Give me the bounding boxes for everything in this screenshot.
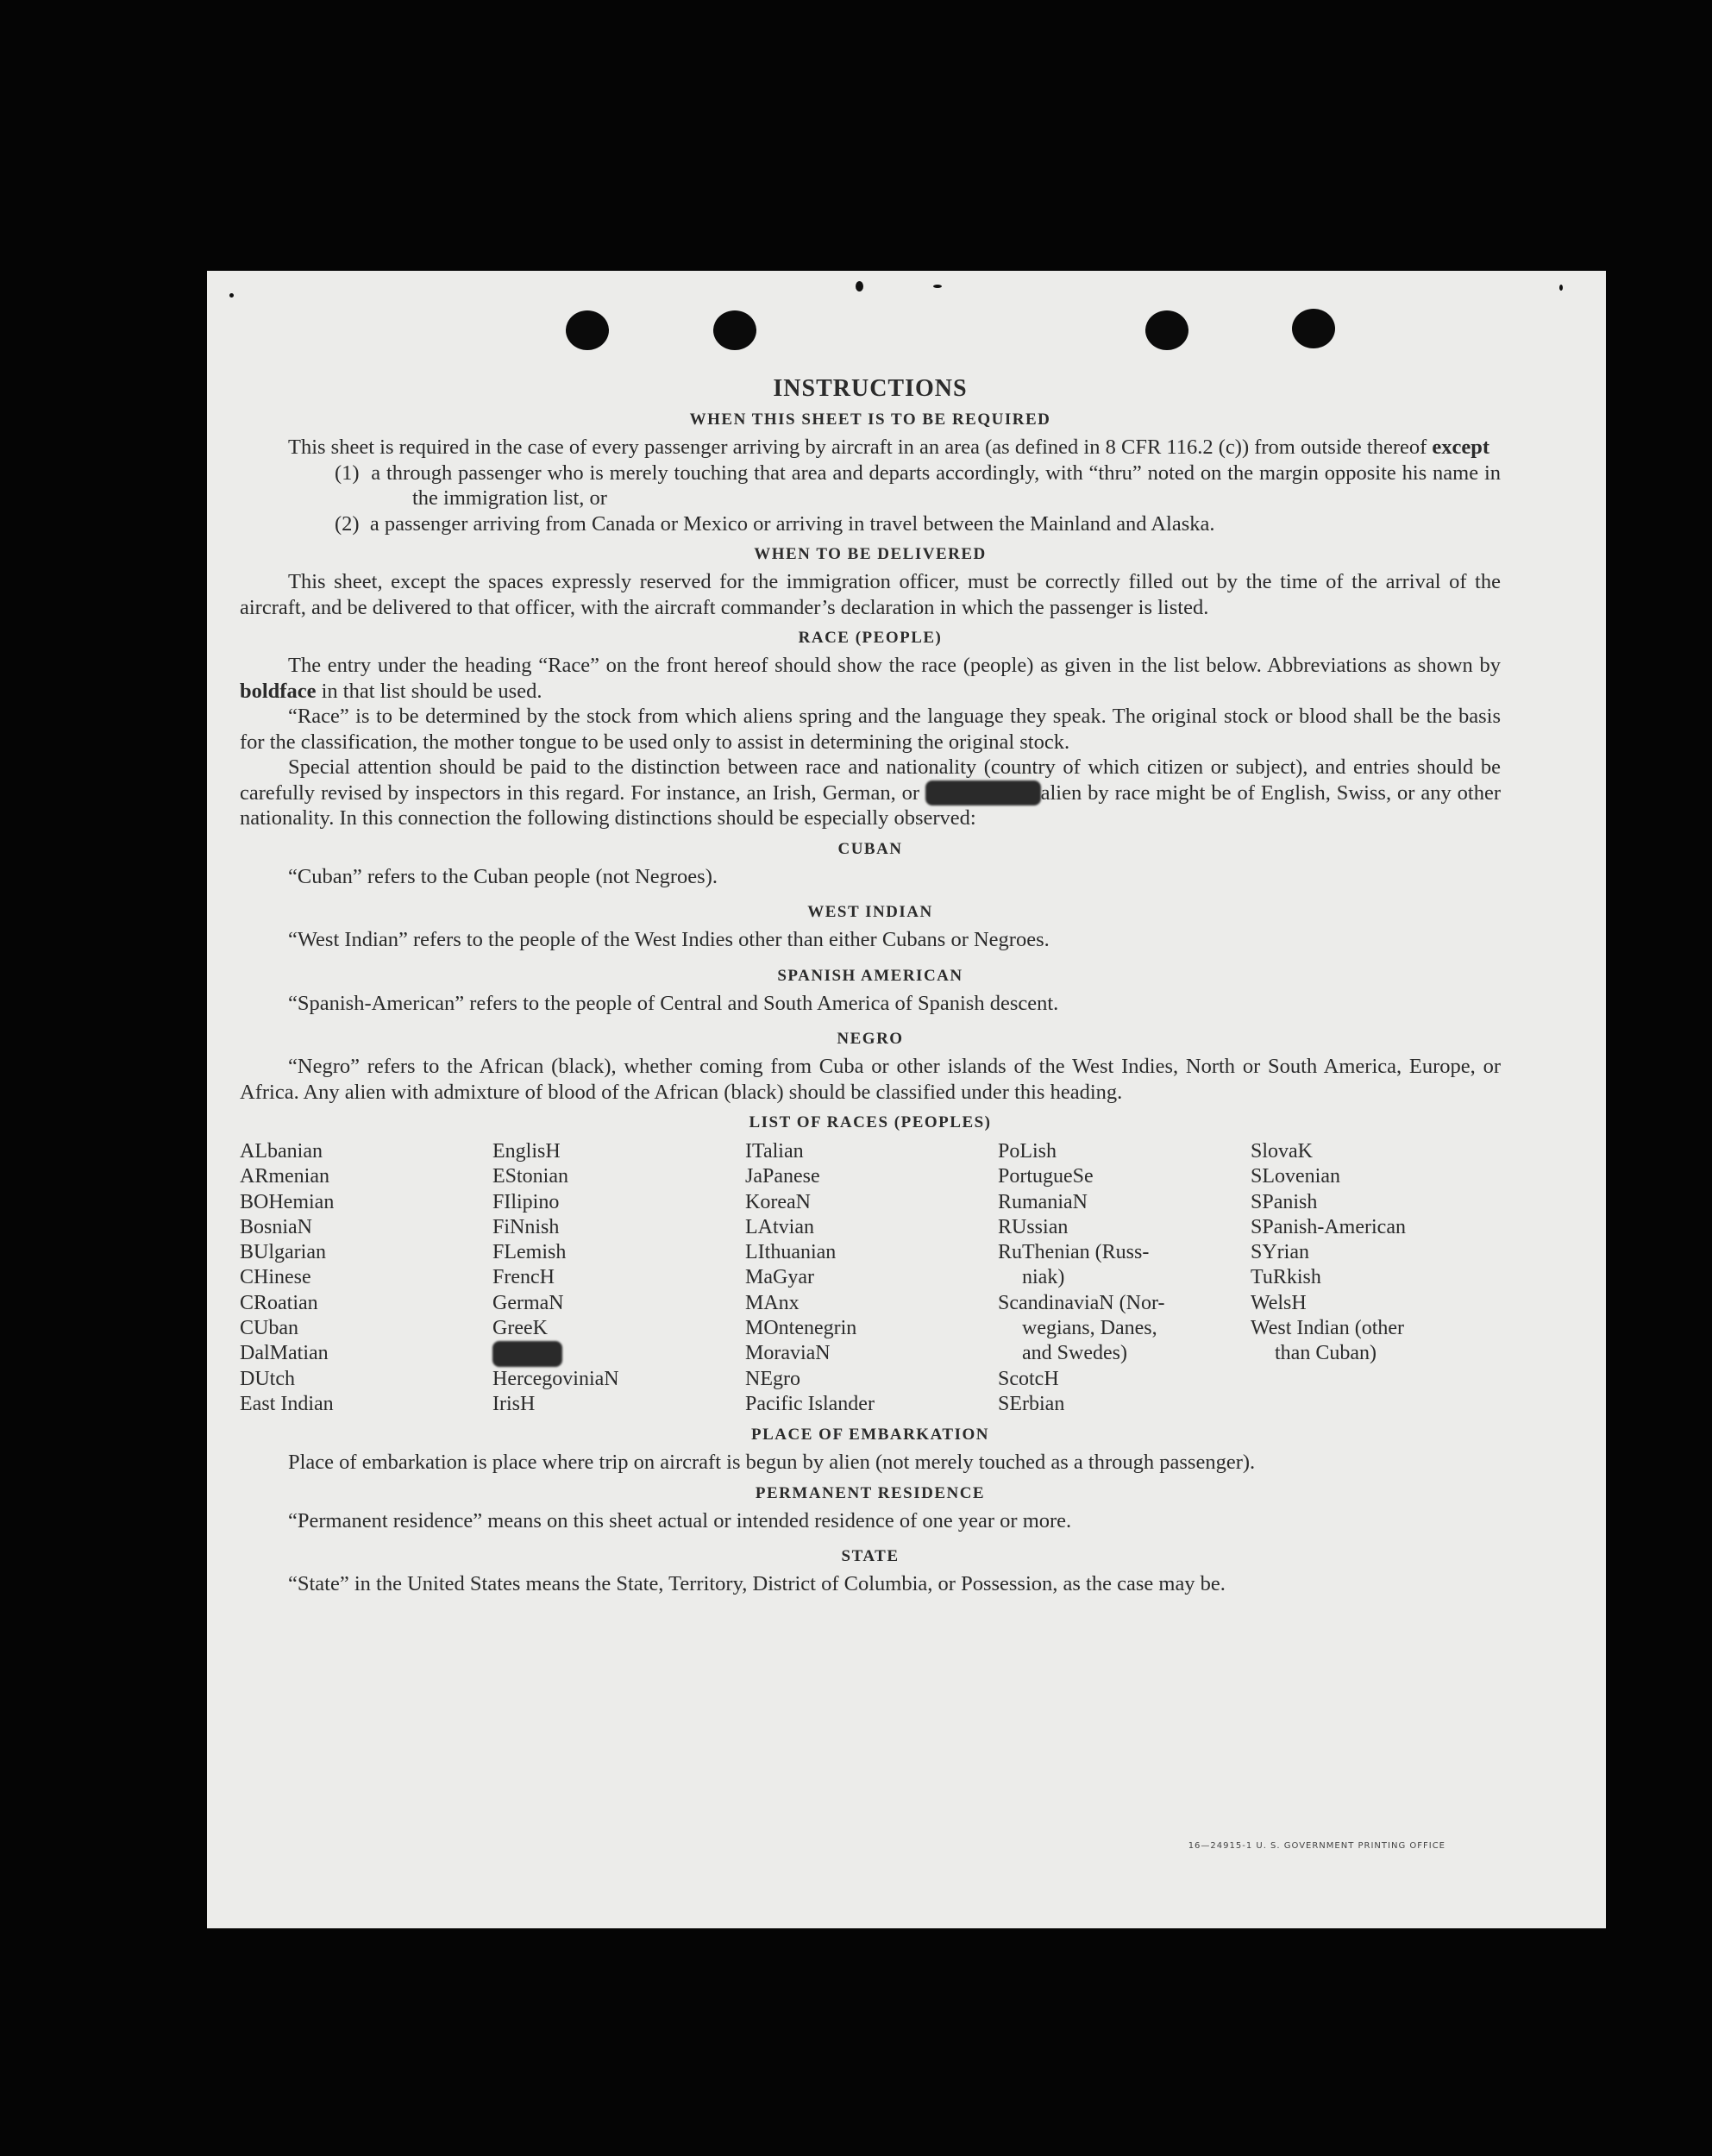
race-p3-text: Special attention should be paid to the distinction between race and nationality (country of which citizen or subject), and entries should be carefully revised by inspectors in this regard. For instance, an Irish, German, or [240, 755, 1501, 805]
list-item: FIlipino [492, 1190, 560, 1213]
list-item: SlovaK [1251, 1140, 1313, 1163]
list-item: CRoatian [240, 1291, 318, 1314]
list-item: RumaniaN [998, 1190, 1088, 1213]
embarkation-paragraph: Place of embarkation is place where trip on aircraft is begun by alien (not merely touched as a through passenger). [288, 1451, 1256, 1475]
races-column-1 [240, 1139, 492, 1417]
list-item: ITalian [745, 1140, 804, 1163]
race-p1-text: The entry under the heading “Race” on the front hereof should show the race (people) as given in the list below. Abbreviations as shown by [288, 654, 1501, 677]
list-item: SPanish [1251, 1190, 1318, 1213]
west-indian-paragraph: “West Indian” refers to the people of the West Indies other than either Cubans or Negroes. [288, 928, 1050, 951]
heading-residence: PERMANENT RESIDENCE [755, 1483, 986, 1502]
list-item: MaGyar [745, 1266, 814, 1289]
ink-blot [925, 780, 1041, 806]
residence-paragraph: “Permanent residence” means on this sheet actual or intended residence of one year or more. [288, 1508, 1072, 1532]
punch-hole [566, 310, 609, 350]
state-paragraph: “State” in the United States means the State, Territory, District of Columbia, or Possession, as the case may be. [288, 1572, 1226, 1596]
punch-hole [1145, 310, 1188, 350]
speck-mark [856, 281, 863, 291]
list-item: LAtvian [745, 1215, 814, 1238]
heading-cuban: CUBAN [837, 839, 903, 858]
list-item: SPanish-American [1251, 1215, 1406, 1238]
list-item: IrisH [492, 1392, 536, 1415]
list-item: West Indian (other [1251, 1317, 1405, 1340]
list-item: PoLish [998, 1140, 1057, 1163]
list-item-continuation: than Cuban) [1275, 1342, 1376, 1365]
punch-hole [713, 310, 756, 350]
list-item: Pacific Islander [745, 1392, 875, 1415]
list-item: WelsH [1251, 1291, 1307, 1314]
list-item: DalMatian [240, 1342, 329, 1365]
list-item-continuation: and Swedes) [1022, 1342, 1127, 1365]
list-item: KoreaN [745, 1190, 811, 1213]
races-column-3 [745, 1139, 998, 1417]
list-item: RUssian [998, 1215, 1069, 1238]
list-item: NEgro [745, 1367, 800, 1390]
list-item: BosniaN [240, 1215, 312, 1238]
list-item: MoraviaN [745, 1342, 831, 1365]
list-item: JaPanese [745, 1165, 820, 1188]
list-item: PortugueSe [998, 1165, 1094, 1188]
heading-embarkation: PLACE OF EMBARKATION [751, 1426, 989, 1445]
list-item: ALbanian [240, 1140, 323, 1163]
list-item: FrencH [492, 1266, 555, 1289]
heading-spanish-american: SPANISH AMERICAN [777, 966, 963, 985]
required-except: except [1432, 436, 1490, 459]
delivered-paragraph: This sheet, except the spaces expressly reserved for the immigration officer, must be correctly filled out by the time of the arrival of the aircraft, and be delivered to that officer, with the aircraft commander’s declaration in which the passenger is listed. [240, 570, 1501, 619]
race-p1-bold: boldface [240, 679, 317, 703]
item-number: (2) [335, 511, 360, 536]
list-item: CHinese [240, 1266, 311, 1289]
document-sheet [207, 271, 1606, 1928]
list-item: SLovenian [1251, 1165, 1340, 1188]
list-item: East Indian [240, 1392, 334, 1415]
races-list [240, 1139, 1501, 1417]
list-item: GermaN [492, 1291, 564, 1314]
heading-required: WHEN THIS SHEET IS TO BE REQUIRED [689, 411, 1051, 429]
heading-negro: NEGRO [837, 1030, 904, 1048]
list-item: RuThenian (Russ- [998, 1241, 1150, 1264]
heading-list-of-races: LIST OF RACES (PEOPLES) [749, 1113, 992, 1131]
list-item: CUban [240, 1317, 298, 1340]
list-item: MAnx [745, 1291, 800, 1314]
page-title: INSTRUCTIONS [773, 375, 968, 402]
required-paragraph [240, 435, 1501, 461]
list-item: SErbian [998, 1392, 1065, 1415]
speck-mark [229, 293, 234, 298]
list-item: ARmenian [240, 1165, 329, 1188]
heading-state: STATE [841, 1547, 900, 1566]
list-item: HercegoviniaN [492, 1367, 619, 1390]
negro-paragraph: “Negro” refers to the African (black), whether coming from Cuba or other islands of the West Indies, North or South America, Europe, or Africa. Any alien with admixture of blood of the African (black) should be classified under this heading. [240, 1055, 1501, 1104]
item-text: a through passenger who is merely touching that area and departs accordingly, with “thru” noted on the margin opposite his name in the immigration list, or [371, 461, 1502, 510]
list-item: EStonian [492, 1165, 568, 1188]
spanish-american-paragraph: “Spanish-American” refers to the people of Central and South America of Spanish descent. [288, 991, 1059, 1015]
list-item: MOntenegrin [745, 1317, 857, 1340]
races-column-4 [998, 1139, 1251, 1417]
printing-office-code: 16—24915-1 U. S. GOVERNMENT PRINTING OFFICE [1188, 1841, 1445, 1851]
race-paragraph-1 [240, 653, 1501, 704]
required-item-1 [240, 461, 1501, 511]
list-item: EnglisH [492, 1140, 561, 1163]
list-item: DUtch [240, 1367, 295, 1390]
list-item: GreeK [492, 1317, 548, 1340]
list-item [492, 1341, 745, 1366]
list-item: TuRkish [1251, 1266, 1321, 1289]
instructions-content [240, 374, 1501, 1597]
races-column-5 [1251, 1139, 1503, 1417]
ink-blot [492, 1341, 562, 1366]
list-item: ScandinaviaN (Nor- [998, 1291, 1165, 1314]
race-paragraph-2: “Race” is to be determined by the stock from which aliens spring and the language they speak. The original stock or blood shall be the basis for the classification, the mother tongue to be used only to assist in determining the original stock. [240, 705, 1501, 754]
speck-mark [1559, 285, 1563, 291]
list-item: FiNnish [492, 1215, 560, 1238]
list-item: BOHemian [240, 1190, 335, 1213]
punch-hole [1292, 309, 1335, 348]
heading-west-indian: WEST INDIAN [807, 903, 933, 921]
list-item: LIthuanian [745, 1241, 837, 1264]
item-number: (1) [335, 461, 360, 485]
required-intro: This sheet is required in the case of every passenger arriving by aircraft in an area (as defined in 8 CFR 116.2 (c)) from outside thereof [288, 436, 1427, 459]
list-item: SYrian [1251, 1241, 1309, 1264]
list-item: FLemish [492, 1241, 567, 1264]
race-paragraph-3 [240, 755, 1501, 831]
race-p1-end: in that list should be used. [321, 679, 542, 703]
speck-mark [933, 285, 942, 288]
races-column-2 [492, 1139, 745, 1417]
heading-delivered: WHEN TO BE DELIVERED [754, 545, 987, 563]
list-item-continuation: niak) [1022, 1266, 1065, 1289]
race-p3-end: alien by race might be of English, Swiss, or any other nationality. In this connection the following distinctions should be especially observed: [240, 780, 1502, 830]
list-item: ScotcH [998, 1367, 1059, 1390]
required-item-2 [240, 511, 1501, 537]
list-item-continuation: wegians, Danes, [1022, 1317, 1157, 1340]
cuban-paragraph: “Cuban” refers to the Cuban people (not Negroes). [288, 864, 718, 888]
item-text: a passenger arriving from Canada or Mexico or arriving in travel between the Mainland and Alaska. [369, 511, 1215, 536]
heading-race: RACE (PEOPLE) [798, 629, 943, 647]
list-item: BUlgarian [240, 1241, 326, 1264]
